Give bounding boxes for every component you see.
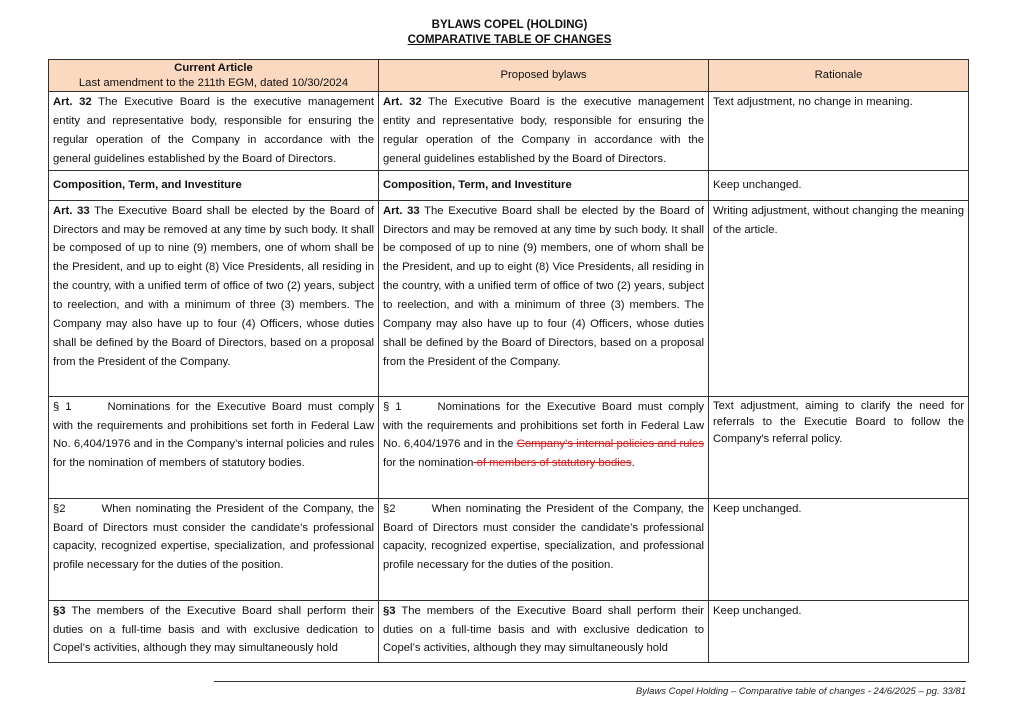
current-column-title: Current Article bbox=[174, 61, 253, 74]
paragraph-label: § 1 bbox=[53, 400, 72, 413]
article-label: Art. 32 bbox=[53, 96, 92, 108]
table-row bbox=[49, 200, 969, 396]
page-title: BYLAWS COPEL (HOLDING) bbox=[431, 19, 588, 31]
column-header-current bbox=[49, 60, 379, 92]
article-text: The Executive Board shall be elected by the Board of Directors and may be removed at any time by such body. It shall be composed of up to nine (9) members, one of whom shall be the President, and up to eight (8) Vice Presidents, all residing in the country, with a unified term of office of two (2) years, subject to reelection, and with a minimum of three (3) members. The Company may also have up to four (4) Officers, whose duties shall be defined by the Board of Directors, based on a proposal from the President of the Company. bbox=[383, 204, 704, 368]
column-header-rationale: Rationale bbox=[709, 60, 969, 92]
article-label: Art. 32 bbox=[383, 96, 422, 108]
column-header-proposed: Proposed bylaws bbox=[379, 60, 709, 92]
paragraph-label: §2 bbox=[53, 502, 66, 515]
table-row bbox=[49, 600, 969, 662]
paragraph-label: §3 bbox=[53, 604, 66, 617]
deleted-text: Company’s internal policies and rules bbox=[516, 438, 704, 451]
rationale-cell: Text adjustment, aiming to clarify the need for referrals to the Executie Board to follow the Company's referral policy. bbox=[709, 396, 969, 498]
rationale-cell: Text adjustment, no change in meaning. bbox=[709, 92, 969, 171]
paragraph-label: § 1 bbox=[383, 400, 402, 413]
paragraph-text: When nominating the President of the Company, the Board of Directors must consider the candidate’s professional capacity, recognized expertise, specialization, and professional profile necessary for the duties of the position. bbox=[383, 502, 704, 572]
article-text: The Executive Board shall be elected by the Board of Directors and may be removed at any time by such body. It shall be composed of up to nine (9) members, one of whom shall be the President, and up to eight (8) Vice Presidents, all residing in the country, with a unified term of office of two (2) years, subject to reelection, and with a minimum of three (3) members. The Company may also have up to four (4) Officers, whose duties shall be defined by the Board of Directors, based on a proposal from the President of the Company. bbox=[53, 204, 374, 368]
section-heading: Composition, Term, and Investiture bbox=[379, 170, 709, 200]
paragraph-text: When nominating the President of the Company, the Board of Directors must consider the candidate’s professional capacity, recognized expertise, specialization, and professional profile necessary for the duties of the position. bbox=[53, 502, 374, 572]
table-row bbox=[49, 170, 969, 200]
paragraph-text: for the nomination bbox=[383, 457, 474, 470]
rationale-cell: Keep unchanged. bbox=[709, 600, 969, 662]
page-footer: Bylaws Copel Holding – Comparative table of changes - 24/6/2025 – pg. 33/81 bbox=[635, 686, 966, 697]
paragraph-text: . bbox=[631, 457, 635, 470]
current-cell bbox=[49, 600, 379, 662]
paragraph-text: Nominations for the Executive Board must comply with the requirements and prohibitions set forth in Federal Law No. 6,404/1976 and in the bbox=[383, 400, 704, 451]
paragraph-text: Nominations for the Executive Board must comply with the requirements and prohibitions set forth in Federal Law No. 6,404/1976 and in the Company’s internal policies and rules for the nomination of members of statutory bodies. bbox=[53, 400, 374, 470]
rationale-cell: Writing adjustment, without changing the meaning of the article. bbox=[709, 200, 969, 396]
proposed-cell bbox=[379, 396, 709, 498]
paragraph-text: The members of the Executive Board shall perform their duties on a full-time basis and with exclusive dedication to Copel’s activities, although they may simultaneously hold bbox=[53, 604, 374, 655]
current-cell bbox=[49, 396, 379, 498]
paragraph-label: §2 bbox=[383, 502, 396, 515]
current-cell bbox=[49, 498, 379, 600]
footer-divider bbox=[214, 681, 966, 682]
rationale-cell: Keep unchanged. bbox=[709, 498, 969, 600]
comparative-table bbox=[48, 59, 969, 663]
proposed-cell bbox=[379, 600, 709, 662]
section-heading: Composition, Term, and Investiture bbox=[49, 170, 379, 200]
proposed-cell bbox=[379, 200, 709, 396]
current-column-subtitle: Last amendment to the 211th EGM, dated 10/30/2024 bbox=[78, 76, 349, 89]
paragraph-text: The members of the Executive Board shall perform their duties on a full-time basis and with exclusive dedication to Copel’s activities, although they may simultaneously hold bbox=[383, 604, 704, 655]
table-row bbox=[49, 498, 969, 600]
article-label: Art. 33 bbox=[53, 204, 90, 217]
current-cell bbox=[49, 200, 379, 396]
proposed-cell bbox=[379, 92, 709, 171]
current-cell bbox=[49, 92, 379, 171]
paragraph-label: §3 bbox=[383, 604, 396, 617]
deleted-text: of members of statutory bodies bbox=[473, 457, 632, 470]
article-label: Art. 33 bbox=[383, 204, 420, 217]
table-header-row bbox=[49, 60, 969, 92]
article-text: The Executive Board is the executive management entity and representative body, responsible for ensuring the regular operation of the Company in accordance with the general guidelines established by the Board of Directors. bbox=[53, 96, 374, 165]
document-title bbox=[0, 18, 1019, 48]
table-row bbox=[49, 396, 969, 498]
table-row bbox=[49, 92, 969, 171]
page-subtitle: COMPARATIVE TABLE OF CHANGES bbox=[407, 34, 612, 46]
article-text: The Executive Board is the executive management entity and representative body, responsible for ensuring the regular operation of the Company in accordance with the general guidelines established by the Board of Directors. bbox=[383, 96, 704, 165]
proposed-cell bbox=[379, 498, 709, 600]
rationale-cell: Keep unchanged. bbox=[709, 170, 969, 200]
